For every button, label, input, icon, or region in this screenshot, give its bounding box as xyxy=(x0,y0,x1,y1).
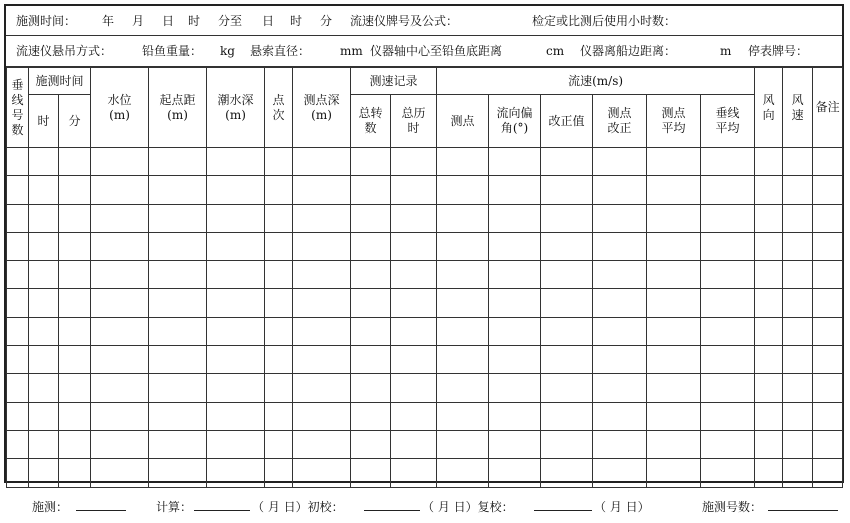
table-cell[interactable] xyxy=(701,232,755,260)
total-time-header: 总历时 xyxy=(391,95,437,148)
table-cell[interactable] xyxy=(29,430,59,458)
table-cell[interactable] xyxy=(489,346,541,374)
table-cell[interactable] xyxy=(813,232,843,260)
header-row-time xyxy=(6,6,842,36)
table-cell[interactable] xyxy=(813,148,843,176)
table-cell[interactable] xyxy=(701,204,755,232)
point-depth-header: 测点深 (m) xyxy=(293,68,351,148)
table-cell[interactable] xyxy=(541,148,593,176)
table-cell[interactable] xyxy=(207,204,265,232)
stage-header: 水位 (m) xyxy=(91,68,149,148)
table-cell[interactable] xyxy=(29,459,59,487)
table-cell[interactable] xyxy=(7,346,29,374)
table-cell[interactable] xyxy=(813,459,843,487)
table-cell[interactable] xyxy=(351,317,391,345)
cable-label: 悬索直径： xyxy=(250,44,311,58)
data-table xyxy=(6,67,843,488)
table-cell[interactable] xyxy=(351,459,391,487)
table-cell[interactable] xyxy=(783,289,813,317)
table-cell[interactable] xyxy=(813,176,843,204)
suspension-label: 流速仪悬吊方式： xyxy=(16,44,113,58)
table-cell[interactable] xyxy=(541,232,593,260)
recheck-date-label: （ 月 日） xyxy=(594,500,650,514)
table-cell[interactable] xyxy=(783,204,813,232)
hour-label: 时 xyxy=(188,14,201,28)
day-label: 日 xyxy=(162,14,175,28)
table-cell[interactable] xyxy=(813,374,843,402)
table-row xyxy=(7,430,843,458)
table-cell[interactable] xyxy=(149,289,207,317)
table-cell[interactable] xyxy=(29,148,59,176)
month-label: 月 xyxy=(132,14,145,28)
table-cell[interactable] xyxy=(437,430,489,458)
table-cell[interactable] xyxy=(593,402,647,430)
depth-header: 潮水深 (m) xyxy=(207,68,265,148)
table-cell[interactable] xyxy=(647,374,701,402)
table-cell[interactable] xyxy=(293,317,351,345)
table-cell[interactable] xyxy=(437,374,489,402)
table-row xyxy=(7,204,843,232)
total-revolutions-header: 总转数 xyxy=(351,95,391,148)
calc-field[interactable] xyxy=(194,494,250,511)
table-cell[interactable] xyxy=(7,148,29,176)
check-date-label: （ 月 日）复校： xyxy=(422,500,514,514)
table-cell[interactable] xyxy=(265,176,293,204)
table-cell[interactable] xyxy=(391,430,437,458)
table-cell[interactable] xyxy=(265,289,293,317)
table-cell[interactable] xyxy=(783,402,813,430)
table-cell[interactable] xyxy=(541,346,593,374)
signature-footer xyxy=(0,494,850,520)
table-cell[interactable] xyxy=(91,374,149,402)
table-cell[interactable] xyxy=(541,402,593,430)
start-distance-header: 起点距 (m) xyxy=(149,68,207,148)
table-cell[interactable] xyxy=(293,148,351,176)
table-cell[interactable] xyxy=(701,317,755,345)
table-cell[interactable] xyxy=(489,430,541,458)
table-cell[interactable] xyxy=(593,374,647,402)
remarks-header: 备注 xyxy=(813,68,843,148)
table-cell[interactable] xyxy=(593,346,647,374)
table-cell[interactable] xyxy=(755,261,783,289)
table-cell[interactable] xyxy=(783,374,813,402)
table-cell[interactable] xyxy=(755,204,783,232)
table-cell[interactable] xyxy=(149,459,207,487)
table-cell[interactable] xyxy=(647,459,701,487)
hour2-label: 时 xyxy=(290,14,303,28)
table-cell[interactable] xyxy=(701,374,755,402)
table-cell[interactable] xyxy=(207,402,265,430)
table-cell[interactable] xyxy=(647,232,701,260)
table-cell[interactable] xyxy=(149,176,207,204)
table-cell[interactable] xyxy=(29,261,59,289)
table-cell[interactable] xyxy=(783,317,813,345)
table-cell[interactable] xyxy=(265,204,293,232)
table-cell[interactable] xyxy=(7,430,29,458)
table-cell[interactable] xyxy=(783,346,813,374)
table-cell[interactable] xyxy=(647,148,701,176)
table-cell[interactable] xyxy=(149,204,207,232)
vertical-no-header: 垂线号数 xyxy=(7,68,29,148)
table-cell[interactable] xyxy=(437,261,489,289)
table-cell[interactable] xyxy=(207,459,265,487)
table-cell[interactable] xyxy=(293,232,351,260)
table-cell[interactable] xyxy=(7,289,29,317)
measured-by-label: 施测： xyxy=(32,500,69,514)
table-cell[interactable] xyxy=(207,374,265,402)
weight-unit: kg xyxy=(220,44,235,58)
table-cell[interactable] xyxy=(351,430,391,458)
table-cell[interactable] xyxy=(437,289,489,317)
hour-header: 时 xyxy=(29,95,59,148)
table-cell[interactable] xyxy=(265,317,293,345)
table-row xyxy=(7,374,843,402)
table-cell[interactable] xyxy=(541,459,593,487)
table-cell[interactable] xyxy=(149,148,207,176)
table-cell[interactable] xyxy=(813,402,843,430)
table-cell[interactable] xyxy=(91,459,149,487)
wind-direction-header: 风向 xyxy=(755,68,783,148)
table-cell[interactable] xyxy=(265,459,293,487)
vertical-average-header: 垂线平均 xyxy=(701,95,755,148)
table-cell[interactable] xyxy=(755,430,783,458)
table-cell[interactable] xyxy=(593,459,647,487)
table-cell[interactable] xyxy=(293,459,351,487)
header-row-suspension xyxy=(6,36,842,67)
table-cell[interactable] xyxy=(647,346,701,374)
table-cell[interactable] xyxy=(59,346,91,374)
table-cell[interactable] xyxy=(265,261,293,289)
table-cell[interactable] xyxy=(91,346,149,374)
watch-label: 停表牌号： xyxy=(748,44,809,58)
table-row xyxy=(7,176,843,204)
table-cell[interactable] xyxy=(813,346,843,374)
table-row xyxy=(7,148,843,176)
table-cell[interactable] xyxy=(91,232,149,260)
table-cell[interactable] xyxy=(265,374,293,402)
table-cell[interactable] xyxy=(701,261,755,289)
recheck-field[interactable] xyxy=(534,494,592,511)
table-cell[interactable] xyxy=(783,232,813,260)
table-cell[interactable] xyxy=(489,232,541,260)
table-cell[interactable] xyxy=(813,317,843,345)
table-cell[interactable] xyxy=(593,204,647,232)
table-cell[interactable] xyxy=(351,261,391,289)
table-cell[interactable] xyxy=(701,176,755,204)
table-cell[interactable] xyxy=(647,402,701,430)
table-row xyxy=(7,346,843,374)
table-cell[interactable] xyxy=(391,176,437,204)
table-cell[interactable] xyxy=(207,430,265,458)
table-cell[interactable] xyxy=(265,148,293,176)
table-cell[interactable] xyxy=(91,402,149,430)
table-cell[interactable] xyxy=(207,232,265,260)
table-cell[interactable] xyxy=(351,402,391,430)
table-cell[interactable] xyxy=(437,346,489,374)
table-cell[interactable] xyxy=(489,289,541,317)
table-cell[interactable] xyxy=(293,176,351,204)
table-cell[interactable] xyxy=(7,459,29,487)
time-label: 施测时间： xyxy=(16,14,77,28)
table-cell[interactable] xyxy=(29,402,59,430)
table-cell[interactable] xyxy=(783,176,813,204)
table-cell[interactable] xyxy=(7,317,29,345)
count-field[interactable] xyxy=(768,494,838,511)
table-cell[interactable] xyxy=(647,261,701,289)
table-cell[interactable] xyxy=(783,261,813,289)
table-cell[interactable] xyxy=(29,232,59,260)
table-cell[interactable] xyxy=(647,176,701,204)
table-cell[interactable] xyxy=(29,374,59,402)
measured-by-field[interactable] xyxy=(76,494,126,511)
table-cell[interactable] xyxy=(701,459,755,487)
table-cell[interactable] xyxy=(91,148,149,176)
table-cell[interactable] xyxy=(7,374,29,402)
table-cell[interactable] xyxy=(541,374,593,402)
table-cell[interactable] xyxy=(293,261,351,289)
table-cell[interactable] xyxy=(813,289,843,317)
table-cell[interactable] xyxy=(593,317,647,345)
table-cell[interactable] xyxy=(149,374,207,402)
table-cell[interactable] xyxy=(489,374,541,402)
measurement-form xyxy=(4,4,844,483)
table-cell[interactable] xyxy=(207,317,265,345)
table-cell[interactable] xyxy=(7,261,29,289)
table-cell[interactable] xyxy=(489,459,541,487)
table-cell[interactable] xyxy=(755,374,783,402)
table-cell[interactable] xyxy=(149,346,207,374)
hours-used-label: 检定或比测后使用小时数： xyxy=(532,14,677,28)
table-cell[interactable] xyxy=(783,430,813,458)
calc-label: 计算： xyxy=(156,500,193,514)
year-label: 年 xyxy=(102,14,115,28)
table-cell[interactable] xyxy=(755,317,783,345)
table-cell[interactable] xyxy=(7,176,29,204)
table-cell[interactable] xyxy=(351,289,391,317)
table-cell[interactable] xyxy=(783,459,813,487)
table-cell[interactable] xyxy=(541,176,593,204)
table-cell[interactable] xyxy=(207,176,265,204)
table-cell[interactable] xyxy=(541,204,593,232)
table-cell[interactable] xyxy=(7,204,29,232)
table-cell[interactable] xyxy=(755,402,783,430)
table-cell[interactable] xyxy=(755,346,783,374)
table-cell[interactable] xyxy=(7,232,29,260)
table-cell[interactable] xyxy=(91,176,149,204)
table-row xyxy=(7,261,843,289)
table-cell[interactable] xyxy=(593,289,647,317)
table-cell[interactable] xyxy=(541,289,593,317)
table-cell[interactable] xyxy=(647,289,701,317)
table-cell[interactable] xyxy=(489,148,541,176)
table-cell[interactable] xyxy=(541,261,593,289)
table-cell[interactable] xyxy=(489,261,541,289)
axis-label: 仪器轴中心至铅鱼底距离 xyxy=(370,44,503,58)
first-check-field[interactable] xyxy=(364,494,420,511)
table-cell[interactable] xyxy=(391,459,437,487)
table-cell[interactable] xyxy=(541,430,593,458)
table-cell[interactable] xyxy=(391,346,437,374)
table-cell[interactable] xyxy=(91,317,149,345)
table-cell[interactable] xyxy=(647,317,701,345)
table-cell[interactable] xyxy=(351,176,391,204)
axis-unit: cm xyxy=(546,44,565,58)
table-cell[interactable] xyxy=(29,204,59,232)
table-cell[interactable] xyxy=(437,459,489,487)
table-cell[interactable] xyxy=(783,148,813,176)
point-corrected-header: 测点改正 xyxy=(593,95,647,148)
table-cell[interactable] xyxy=(813,261,843,289)
table-row xyxy=(7,459,843,487)
table-cell[interactable] xyxy=(59,317,91,345)
table-row xyxy=(7,317,843,345)
table-cell[interactable] xyxy=(593,232,647,260)
table-cell[interactable] xyxy=(149,261,207,289)
table-cell[interactable] xyxy=(541,317,593,345)
table-cell[interactable] xyxy=(391,317,437,345)
table-cell[interactable] xyxy=(59,374,91,402)
table-cell[interactable] xyxy=(59,232,91,260)
point-velocity-header: 测点 xyxy=(437,95,489,148)
table-cell[interactable] xyxy=(351,204,391,232)
table-cell[interactable] xyxy=(207,261,265,289)
table-cell[interactable] xyxy=(149,317,207,345)
table-cell[interactable] xyxy=(813,204,843,232)
table-cell[interactable] xyxy=(59,430,91,458)
minute-header: 分 xyxy=(59,95,91,148)
table-cell[interactable] xyxy=(437,204,489,232)
table-cell[interactable] xyxy=(437,232,489,260)
table-cell[interactable] xyxy=(755,148,783,176)
table-row xyxy=(7,232,843,260)
table-cell[interactable] xyxy=(701,402,755,430)
table-cell[interactable] xyxy=(755,289,783,317)
record-group-header: 测速记录 xyxy=(351,68,437,95)
table-cell[interactable] xyxy=(149,402,207,430)
table-cell[interactable] xyxy=(59,148,91,176)
table-cell[interactable] xyxy=(207,148,265,176)
table-cell[interactable] xyxy=(59,459,91,487)
table-cell[interactable] xyxy=(59,261,91,289)
minute-to-label: 分至 xyxy=(218,14,243,28)
table-cell[interactable] xyxy=(351,232,391,260)
table-cell[interactable] xyxy=(437,176,489,204)
table-cell[interactable] xyxy=(149,430,207,458)
table-row xyxy=(7,289,843,317)
table-cell[interactable] xyxy=(437,402,489,430)
minute2-label: 分 xyxy=(320,14,333,28)
table-cell[interactable] xyxy=(593,148,647,176)
table-cell[interactable] xyxy=(293,430,351,458)
direction-deviation-header: 流向偏角(°) xyxy=(489,95,541,148)
table-cell[interactable] xyxy=(351,346,391,374)
table-cell[interactable] xyxy=(593,261,647,289)
table-cell[interactable] xyxy=(59,289,91,317)
day2-label: 日 xyxy=(262,14,275,28)
table-cell[interactable] xyxy=(647,430,701,458)
table-cell[interactable] xyxy=(91,430,149,458)
table-cell[interactable] xyxy=(293,374,351,402)
weight-label: 铅鱼重量： xyxy=(142,44,203,58)
cable-unit: mm xyxy=(340,44,363,58)
table-cell[interactable] xyxy=(207,289,265,317)
wind-speed-header: 风速 xyxy=(783,68,813,148)
calc-date-label: （ 月 日）初校： xyxy=(252,500,344,514)
table-cell[interactable] xyxy=(7,402,29,430)
table-cell[interactable] xyxy=(593,430,647,458)
table-cell[interactable] xyxy=(701,289,755,317)
table-cell[interactable] xyxy=(29,317,59,345)
meter-label: 流速仪牌号及公式： xyxy=(350,14,459,28)
table-cell[interactable] xyxy=(91,204,149,232)
table-cell[interactable] xyxy=(91,289,149,317)
side-unit: m xyxy=(720,44,732,58)
table-cell[interactable] xyxy=(813,430,843,458)
table-cell[interactable] xyxy=(489,176,541,204)
table-cell[interactable] xyxy=(391,289,437,317)
table-row xyxy=(7,402,843,430)
velocity-group-header: 流速(m/s) xyxy=(437,68,755,95)
table-cell[interactable] xyxy=(701,346,755,374)
table-cell[interactable] xyxy=(91,261,149,289)
table-cell[interactable] xyxy=(489,402,541,430)
table-cell[interactable] xyxy=(351,148,391,176)
table-cell[interactable] xyxy=(29,289,59,317)
point-average-header: 测点平均 xyxy=(647,95,701,148)
table-cell[interactable] xyxy=(293,402,351,430)
table-cell[interactable] xyxy=(265,346,293,374)
table-cell[interactable] xyxy=(391,261,437,289)
table-cell[interactable] xyxy=(701,430,755,458)
table-cell[interactable] xyxy=(647,204,701,232)
table-cell[interactable] xyxy=(391,148,437,176)
table-cell[interactable] xyxy=(755,176,783,204)
table-cell[interactable] xyxy=(59,204,91,232)
table-cell[interactable] xyxy=(391,402,437,430)
table-cell[interactable] xyxy=(391,232,437,260)
time-group-header: 施测时间 xyxy=(29,68,91,95)
table-cell[interactable] xyxy=(293,289,351,317)
table-cell[interactable] xyxy=(391,204,437,232)
table-cell[interactable] xyxy=(293,346,351,374)
side-label: 仪器离船边距离： xyxy=(580,44,677,58)
table-cell[interactable] xyxy=(59,402,91,430)
table-cell[interactable] xyxy=(149,232,207,260)
table-cell[interactable] xyxy=(59,176,91,204)
table-cell[interactable] xyxy=(437,148,489,176)
table-cell[interactable] xyxy=(489,204,541,232)
table-cell[interactable] xyxy=(391,374,437,402)
table-cell[interactable] xyxy=(29,176,59,204)
table-cell[interactable] xyxy=(593,176,647,204)
table-cell[interactable] xyxy=(437,317,489,345)
table-cell[interactable] xyxy=(265,430,293,458)
table-cell[interactable] xyxy=(351,374,391,402)
table-cell[interactable] xyxy=(755,459,783,487)
table-cell[interactable] xyxy=(207,346,265,374)
table-cell[interactable] xyxy=(29,346,59,374)
table-cell[interactable] xyxy=(489,317,541,345)
table-cell[interactable] xyxy=(293,204,351,232)
correction-header: 改正值 xyxy=(541,95,593,148)
table-cell[interactable] xyxy=(755,232,783,260)
count-label: 施测号数： xyxy=(702,500,763,514)
table-cell[interactable] xyxy=(265,232,293,260)
table-cell[interactable] xyxy=(265,402,293,430)
point-no-header: 点次 xyxy=(265,68,293,148)
table-cell[interactable] xyxy=(701,148,755,176)
